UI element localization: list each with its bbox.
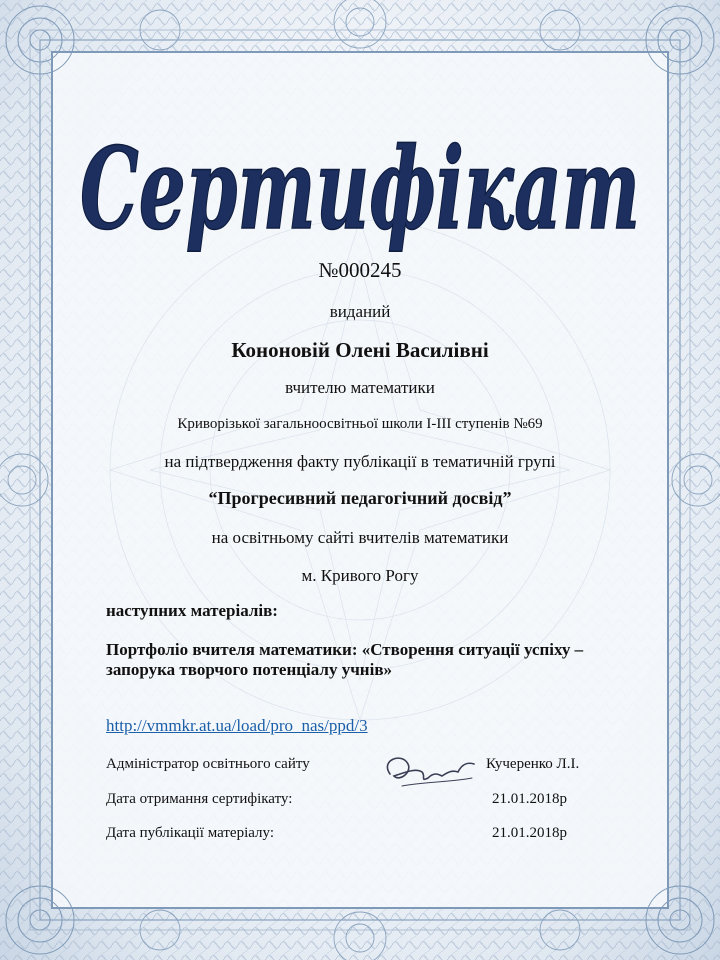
recipient-position: вчителю математики: [285, 378, 435, 397]
signature: [372, 742, 482, 798]
received-label: Дата отримання сертифікату:: [106, 791, 293, 807]
certificate-title: [60, 58, 660, 273]
certificate-number: №000245: [318, 258, 402, 282]
school-name: Криворізької загальноосвітньої школи I-III ступенів №69: [177, 416, 543, 432]
site-text: на освітньому сайті вчителів математики: [211, 528, 509, 547]
recipient-name: Кононовій Олені Василівні: [231, 338, 489, 362]
admin-label: Адміністратор освітнього сайту: [106, 756, 310, 772]
material-link[interactable]: http://vmmkr.at.ua/load/pro_nas/ppd/3: [106, 716, 368, 735]
purpose-text: на підтвердження факту публікації в тематичній групі: [164, 452, 556, 471]
materials-label: наступних матеріалів:: [106, 601, 278, 620]
city-text: м. Кривого Рогу: [301, 566, 419, 585]
group-name: “Прогресивний педагогічний досвід”: [208, 488, 512, 508]
received-date: 21.01.2018р: [492, 791, 567, 807]
published-date: 21.01.2018р: [492, 825, 567, 841]
material-title: Портфоліо вчителя математики: «Створення ситуації успіху – запорука творчого потенціалу учнів»: [106, 640, 584, 679]
admin-name: Кучеренко Л.І.: [486, 756, 580, 772]
published-label: Дата публікації матеріалу:: [106, 825, 275, 841]
certificate-title-text: Сертифікат: [80, 124, 640, 255]
issued-label: виданий: [329, 302, 391, 321]
